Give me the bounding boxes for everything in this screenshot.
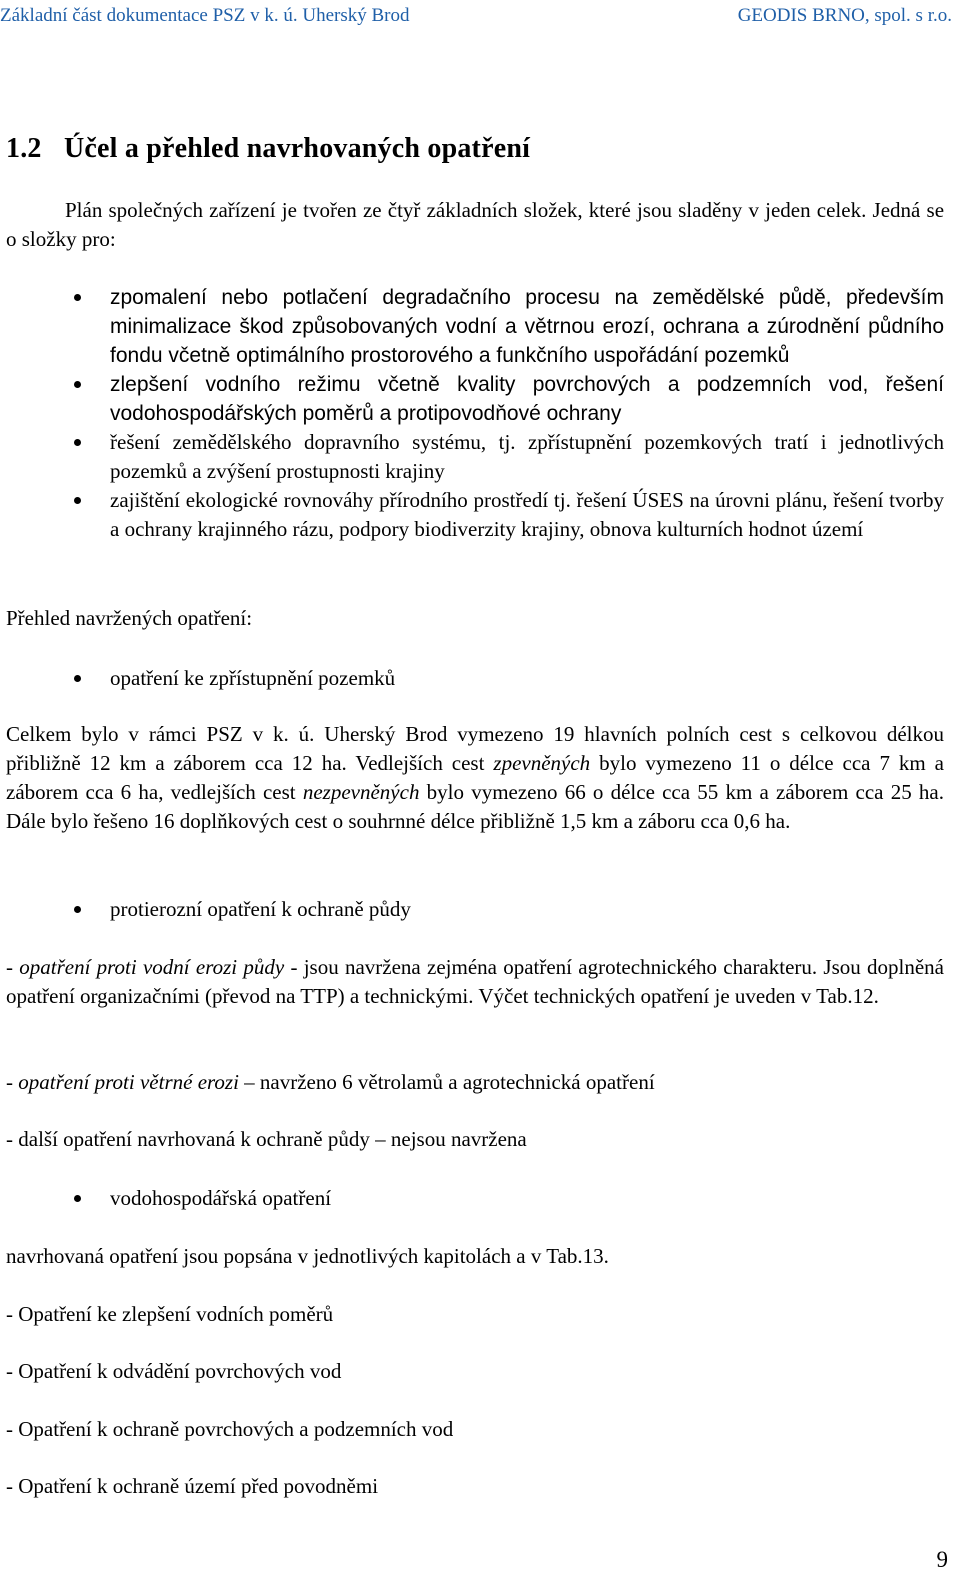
water-text-paragraph [6, 1242, 944, 1271]
wind-erosion-paragraph [6, 1068, 944, 1097]
list-item [6, 428, 944, 486]
page-header [0, 5, 952, 27]
water-item-1 [6, 1300, 944, 1329]
list-item: - Opatření k odvádění povrchových vod [6, 1359, 342, 1383]
bullet-icon [74, 439, 81, 446]
list-item [6, 486, 944, 544]
water-bullet-block [6, 1184, 944, 1213]
bullet-icon [74, 294, 81, 301]
list-item-text: vodohospodářská opatření [110, 1186, 332, 1210]
intro-continuation: Jedná se o složky pro: [6, 198, 945, 251]
bullet-icon [74, 906, 81, 913]
list-item [6, 283, 944, 370]
access-text-part2a: Vedlejších cest [355, 751, 494, 775]
access-bullet-block [6, 664, 944, 693]
water-text: navrhovaná opatření jsou popsána v jednotlivých kapitolách a v Tab.13. [6, 1244, 609, 1268]
list-item-text: řešení zemědělského dopravního systému, tj. zpřístupnění pozemkových tratí i jednotlivých pozemků a zvýšení prostupnosti krajiny [110, 430, 944, 483]
wind-erosion-title: opatření proti větrné erozi [18, 1070, 239, 1094]
water-erosion-paragraph [6, 953, 944, 1011]
access-text-part1: Celkem bylo v rámci PSZ v k. ú. Uherský Brod vymezeno 19 hlavních polních cest s celkovou délkou přibližně 12 km a záborem cca 12 ha. [6, 722, 944, 775]
intro-text: Plán společných zařízení je tvořen ze čtyř základních složek, které jsou sladěny v jeden celek. [65, 198, 867, 222]
other-measures-paragraph [6, 1125, 944, 1154]
list-item [6, 895, 944, 924]
access-text-paved: zpevněných [493, 751, 591, 775]
erosion-bullet-block [6, 895, 944, 924]
list-item-text: protierozní opatření k ochraně půdy [110, 897, 411, 921]
header-right-company: GEODIS BRNO, spol. s r.o. [737, 5, 952, 26]
bullet-icon [74, 381, 81, 388]
access-text-unpaved: nezpevněných [302, 780, 420, 804]
bullet-icon [74, 497, 81, 504]
list-item: - Opatření k ochraně povrchových a podzemních vod [6, 1417, 454, 1441]
overview-label-block [6, 604, 944, 633]
access-text-part2c: bylo vymezeno 66 o délce cca 55 km a záborem cca 25 ha. [419, 780, 944, 804]
bullet-icon [74, 1195, 81, 1202]
bullet-icon [74, 675, 81, 682]
list-item [6, 370, 944, 428]
list-item-text: opatření ke zpřístupnění pozemků [110, 666, 396, 690]
water-item-2 [6, 1357, 944, 1386]
page-number: 9 [936, 1547, 948, 1572]
other-measures-text: - další opatření navrhovaná k ochraně půdy – nejsou navržena [6, 1127, 527, 1151]
access-paragraph [6, 720, 944, 836]
list-item-text: zpomalení nebo potlačení degradačního procesu na zemědělské půdě, především minimalizace škod způsobovaných vodní a větrnou erozí, ochrana a zúrodnění půdního fondu včetně optimálního prostorového a funkčního uspořádání pozemků [110, 286, 944, 367]
list-item-text: zlepšení vodního režimu včetně kvality povrchových a podzemních vod, řešení vodohospodářských poměrů a protipovodňové ochrany [110, 373, 944, 425]
overview-label: Přehled navržených opatření: [6, 606, 253, 630]
list-item [6, 664, 944, 693]
water-erosion-title: opatření proti vodní erozi půdy [19, 955, 285, 979]
access-text-part3: Dále bylo řešeno 16 doplňkových cest o souhrnné délce přibližně 1,5 km a záboru cca 0,6 ha. [6, 809, 791, 833]
header-left-title: Základní část dokumentace PSZ v k. ú. Uherský Brod [0, 5, 410, 26]
section-title: Účel a přehled navrhovaných opatření [64, 133, 531, 164]
list-item: - Opatření ke zlepšení vodních poměrů [6, 1302, 334, 1326]
intro-paragraph [6, 196, 944, 254]
section-heading [6, 133, 530, 165]
section-number: 1.2 [6, 133, 42, 164]
access-text-part2b: bylo vymezeno 11 o délce cca 7 km a záborem cca 6 ha, vedlejších cest [6, 751, 944, 804]
water-item-3 [6, 1415, 944, 1444]
dash: - [6, 955, 20, 979]
list-item [6, 1184, 944, 1213]
water-item-4 [6, 1472, 944, 1501]
dash: - [6, 1070, 19, 1094]
water-erosion-text: - jsou navržena zejména opatření agrotechnického charakteru. Jsou doplněná opatření organizačními (převod na TTP) a technickými. Výčet technických opatření je uveden v Tab.12. [6, 955, 944, 1008]
list-item: - Opatření k ochraně území před povodněmi [6, 1474, 379, 1498]
components-list [6, 283, 944, 544]
list-item-text: zajištění ekologické rovnováhy přírodního prostředí tj. řešení ÚSES na úrovni plánu, řešení tvorby a ochrany krajinného rázu, podpory biodiverzity krajiny, obnova kulturních hodnot území [110, 488, 944, 541]
wind-erosion-text: – navrženo 6 větrolamů a agrotechnická opatření [238, 1070, 655, 1094]
